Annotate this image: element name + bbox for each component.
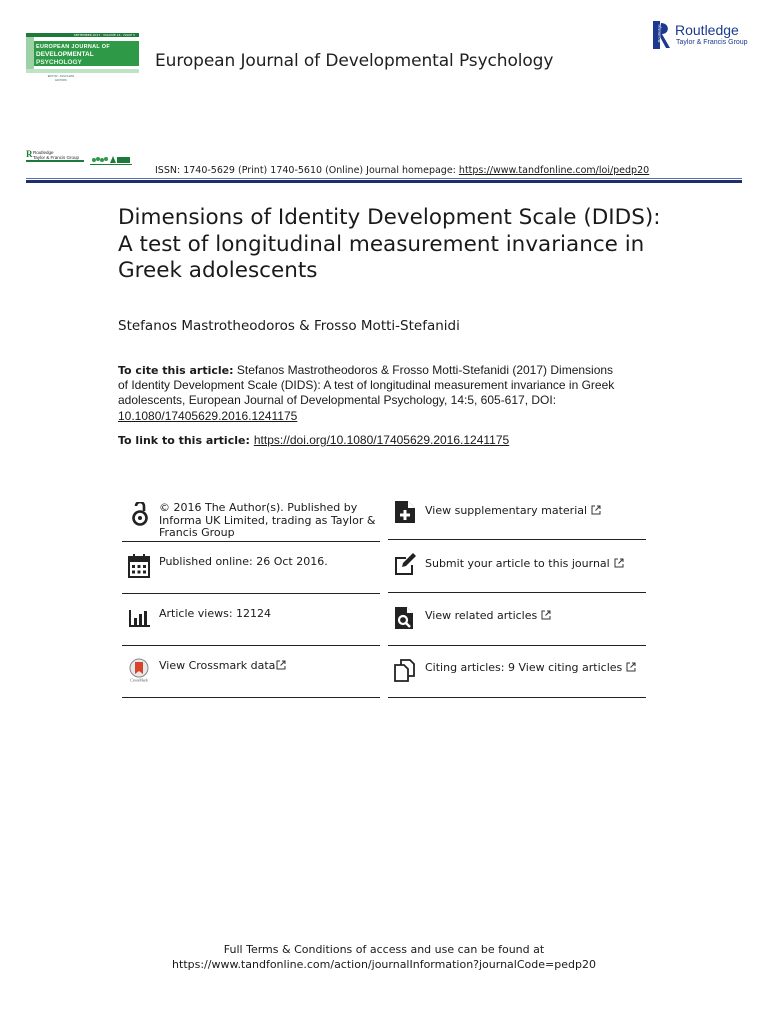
eadp-logo-icon xyxy=(90,153,132,167)
citing-articles-cell[interactable] xyxy=(388,646,646,698)
cover-title-line2: DEVELOPMENTAL xyxy=(36,51,94,58)
related-articles-cell[interactable] xyxy=(388,594,646,646)
issn-text: ISSN: 1740-5629 (Print) 1740-5610 (Online) Journal homepage: xyxy=(155,165,459,176)
small-routledge-logo: R Routledge Taylor & Francis Group xyxy=(26,150,76,162)
external-link-icon xyxy=(591,505,601,515)
external-link-icon xyxy=(276,660,286,670)
citing-articles-icon xyxy=(394,658,416,682)
article-authors: Stefanos Mastrotheodoros & Frosso Motti-Stefanidi xyxy=(118,318,460,334)
submit-article-link[interactable] xyxy=(425,558,650,571)
crossmark-link[interactable] xyxy=(159,660,384,673)
search-document-icon xyxy=(394,606,416,630)
svg-text:CrossMark: CrossMark xyxy=(130,677,148,682)
crossmark-cell[interactable] xyxy=(122,646,380,698)
cite-label: To cite this article: xyxy=(118,364,234,377)
open-access-icon xyxy=(128,502,150,526)
published-online-cell xyxy=(122,542,380,594)
edit-icon xyxy=(394,553,416,577)
calendar-icon xyxy=(128,554,150,578)
link-block xyxy=(118,433,509,447)
article-title: Dimensions of Identity Development Scale (DIDS): A test of longitudinal measurement invariance in Greek adolescents xyxy=(118,205,661,283)
external-link-icon xyxy=(541,610,551,620)
citing-articles-link[interactable] xyxy=(425,662,650,675)
article-views-label: Article views: 12124 xyxy=(159,607,272,620)
citation-block xyxy=(118,363,618,424)
article-views-cell xyxy=(122,594,380,646)
article-doi-link[interactable]: https://doi.org/10.1080/17405629.2016.1241175 xyxy=(253,433,510,447)
cite-text: Stefanos Mastrotheodoros & Frosso Motti-Stefanidi (2017) Dimensions of Identity Development Scale (DIDS): A test of longitudinal measurement invariance in Greek adolescents, European Journal of Developmental Psychology, 14:5, 605-617, DOI: xyxy=(118,363,615,408)
supplementary-label: View supplementary material xyxy=(425,504,588,517)
submit-article-cell[interactable] xyxy=(388,541,646,593)
related-articles-link[interactable] xyxy=(425,610,650,623)
issn-line xyxy=(155,165,649,176)
crossmark-icon xyxy=(128,658,150,682)
cover-title-line3: PSYCHOLOGY xyxy=(36,59,82,66)
crossmark-label: View Crossmark data xyxy=(159,659,276,672)
link-label: To link to this article: xyxy=(118,434,250,447)
cite-doi-link[interactable]: 10.1080/17405629.2016.1241175 xyxy=(118,408,298,423)
footer-terms-link[interactable]: https://www.tandfonline.com/action/journalInformation?journalCode=pedp20 xyxy=(172,958,596,971)
copyright-cell xyxy=(122,490,380,542)
supplementary-link[interactable] xyxy=(425,505,650,518)
journal-title[interactable]: European Journal of Developmental Psychology xyxy=(155,51,554,71)
publisher-name: Routledge xyxy=(675,22,739,38)
publisher-subtitle: Taylor & Francis Group xyxy=(676,39,748,46)
cover-issue-line: SEPTEMBER 2017 · VOLUME 14 · ISSUE 5 xyxy=(73,33,135,37)
add-document-icon xyxy=(394,500,416,524)
external-link-icon xyxy=(614,558,624,568)
header-divider xyxy=(26,180,742,183)
footer xyxy=(0,942,768,972)
footer-line1: Full Terms & Conditions of access and use can be found at xyxy=(223,943,545,956)
copyright-label: © 2016 The Author(s). Published by Informa UK Limited, trading as Taylor & Francis Group xyxy=(159,501,376,539)
citing-articles-label: Citing articles: 9 View citing articles xyxy=(425,661,623,674)
routledge-logo xyxy=(653,21,753,49)
journal-homepage-link[interactable]: https://www.tandfonline.com/loi/pedp20 xyxy=(458,165,650,176)
external-link-icon xyxy=(626,662,636,672)
submit-article-label: Submit your article to this journal xyxy=(425,557,610,570)
cover-credits: EDITOR · ASSOCIATE EDITORS xyxy=(47,75,75,82)
related-articles-label: View related articles xyxy=(425,609,538,622)
routledge-mark-icon xyxy=(653,21,671,49)
published-online-label: Published online: 26 Oct 2016. xyxy=(159,555,328,568)
journal-cover-thumbnail xyxy=(26,33,139,115)
svg-text:Routledge: Routledge xyxy=(656,24,662,43)
bar-chart-icon xyxy=(128,606,150,630)
header-divider-thin xyxy=(26,178,742,179)
cover-title-line1: EUROPEAN JOURNAL OF xyxy=(36,44,111,50)
supplementary-cell[interactable] xyxy=(388,488,646,540)
